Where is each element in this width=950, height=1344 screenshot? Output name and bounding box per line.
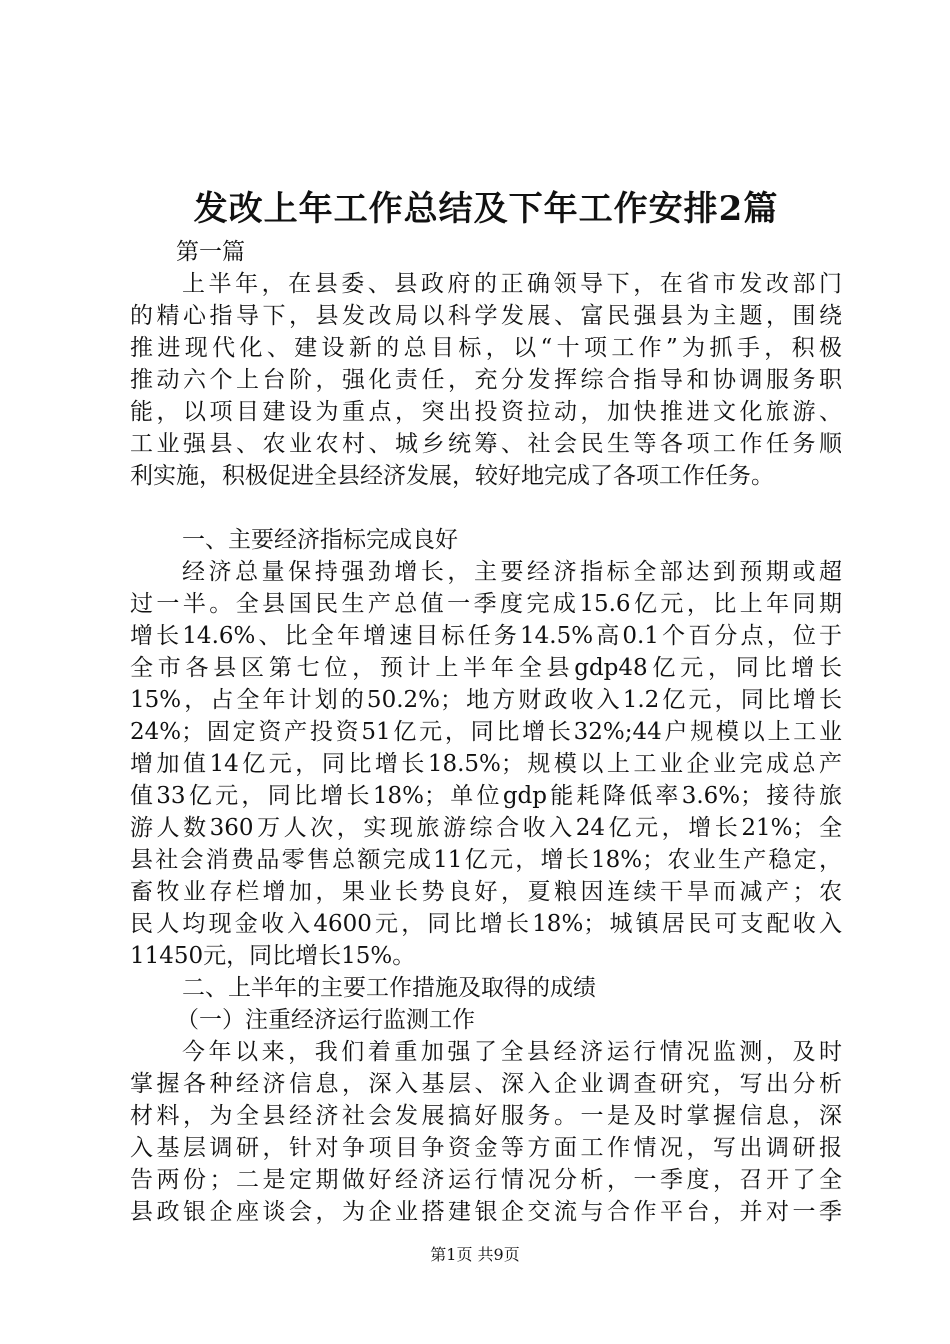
subsection1-line: 县政银企座谈会，为企业搭建银企交流与合作平台，并对一季 xyxy=(130,1199,842,1225)
page-footer: 第1页 共9页 xyxy=(430,1245,520,1264)
subsection1-line: 掌握各种经济信息，深入基层、深入企业调查研究，写出分析 xyxy=(130,1071,842,1097)
section1-line: 县社会消费品零售总额完成11亿元，增长18%；农业生产稳定， xyxy=(130,847,842,873)
section1-line: 游人数360万人次，实现旅游综合收入24亿元，增长21%；全 xyxy=(130,815,842,841)
section-heading: 一、主要经济指标完成良好 xyxy=(182,527,458,553)
section-heading: 二、上半年的主要工作措施及取得的成绩 xyxy=(182,975,596,1001)
subsection1-line: 入基层调研，针对争项目争资金等方面工作情况，写出调研报 xyxy=(130,1135,842,1161)
intro-line: 能，以项目建设为重点，突出投资拉动，加快推进文化旅游、 xyxy=(130,399,842,425)
section1-line: 15%，占全年计划的50.2%；地方财政收入1.2亿元，同比增长 xyxy=(130,687,842,713)
section1-line: 过一半。全县国民生产总值一季度完成15.6亿元，比上年同期 xyxy=(130,591,842,617)
section1-line: 24%；固定资产投资51亿元，同比增长32%;44户规模以上工业 xyxy=(130,719,842,745)
section1-line: 增长14.6%、比全年增速目标任务14.5%高0.1个百分点，位于 xyxy=(130,623,842,649)
paragraph-gap xyxy=(130,492,842,524)
intro-line: 利实施，积极促进全县经济发展，较好地完成了各项工作任务。 xyxy=(130,463,774,489)
section1-line: 增加值14亿元，同比增长18.5%；规模以上工业企业完成总产 xyxy=(130,751,842,777)
subsection1-line: 告两份；二是定期做好经济运行情况分析，一季度，召开了全 xyxy=(130,1167,842,1193)
document-body xyxy=(130,236,842,1228)
intro-line: 工业强县、农业农村、城乡统筹、社会民生等各项工作任务顺 xyxy=(130,431,842,457)
subsection1-line: 今年以来，我们着重加强了全县经济运行情况监测，及时 xyxy=(182,1039,842,1065)
intro-line: 的精心指导下，县发改局以科学发展、富民强县为主题，围绕 xyxy=(130,303,842,329)
subsection-heading: （一）注重经济运行监测工作 xyxy=(176,1007,475,1033)
section1-line: 值33亿元，同比增长18%；单位gdp能耗降低率3.6%；接待旅 xyxy=(130,783,842,809)
intro-line: 推动六个上台阶，强化责任，充分发挥综合指导和协调服务职 xyxy=(130,367,842,393)
section1-line: 民人均现金收入4600元，同比增长18%；城镇居民可支配收入 xyxy=(130,911,842,937)
section1-line: 经济总量保持强劲增长，主要经济指标全部达到预期或超 xyxy=(182,559,842,585)
intro-line: 推进现代化、建设新的总目标，以“十项工作”为抓手，积极 xyxy=(130,335,842,361)
section1-line: 全市各县区第七位，预计上半年全县gdp48亿元，同比增长 xyxy=(130,655,842,681)
document-title: 发改上年工作总结及下年工作安排2篇 xyxy=(193,189,779,229)
part-label: 第一篇 xyxy=(176,239,245,265)
section1-line: 畜牧业存栏增加，果业长势良好，夏粮因连续干旱而减产；农 xyxy=(130,879,842,905)
intro-line: 上半年，在县委、县政府的正确领导下，在省市发改部门 xyxy=(182,271,842,297)
section1-line: 11450元，同比增长15%。 xyxy=(130,943,416,969)
subsection1-line: 材料，为全县经济社会发展搞好服务。一是及时掌握信息，深 xyxy=(130,1103,842,1129)
